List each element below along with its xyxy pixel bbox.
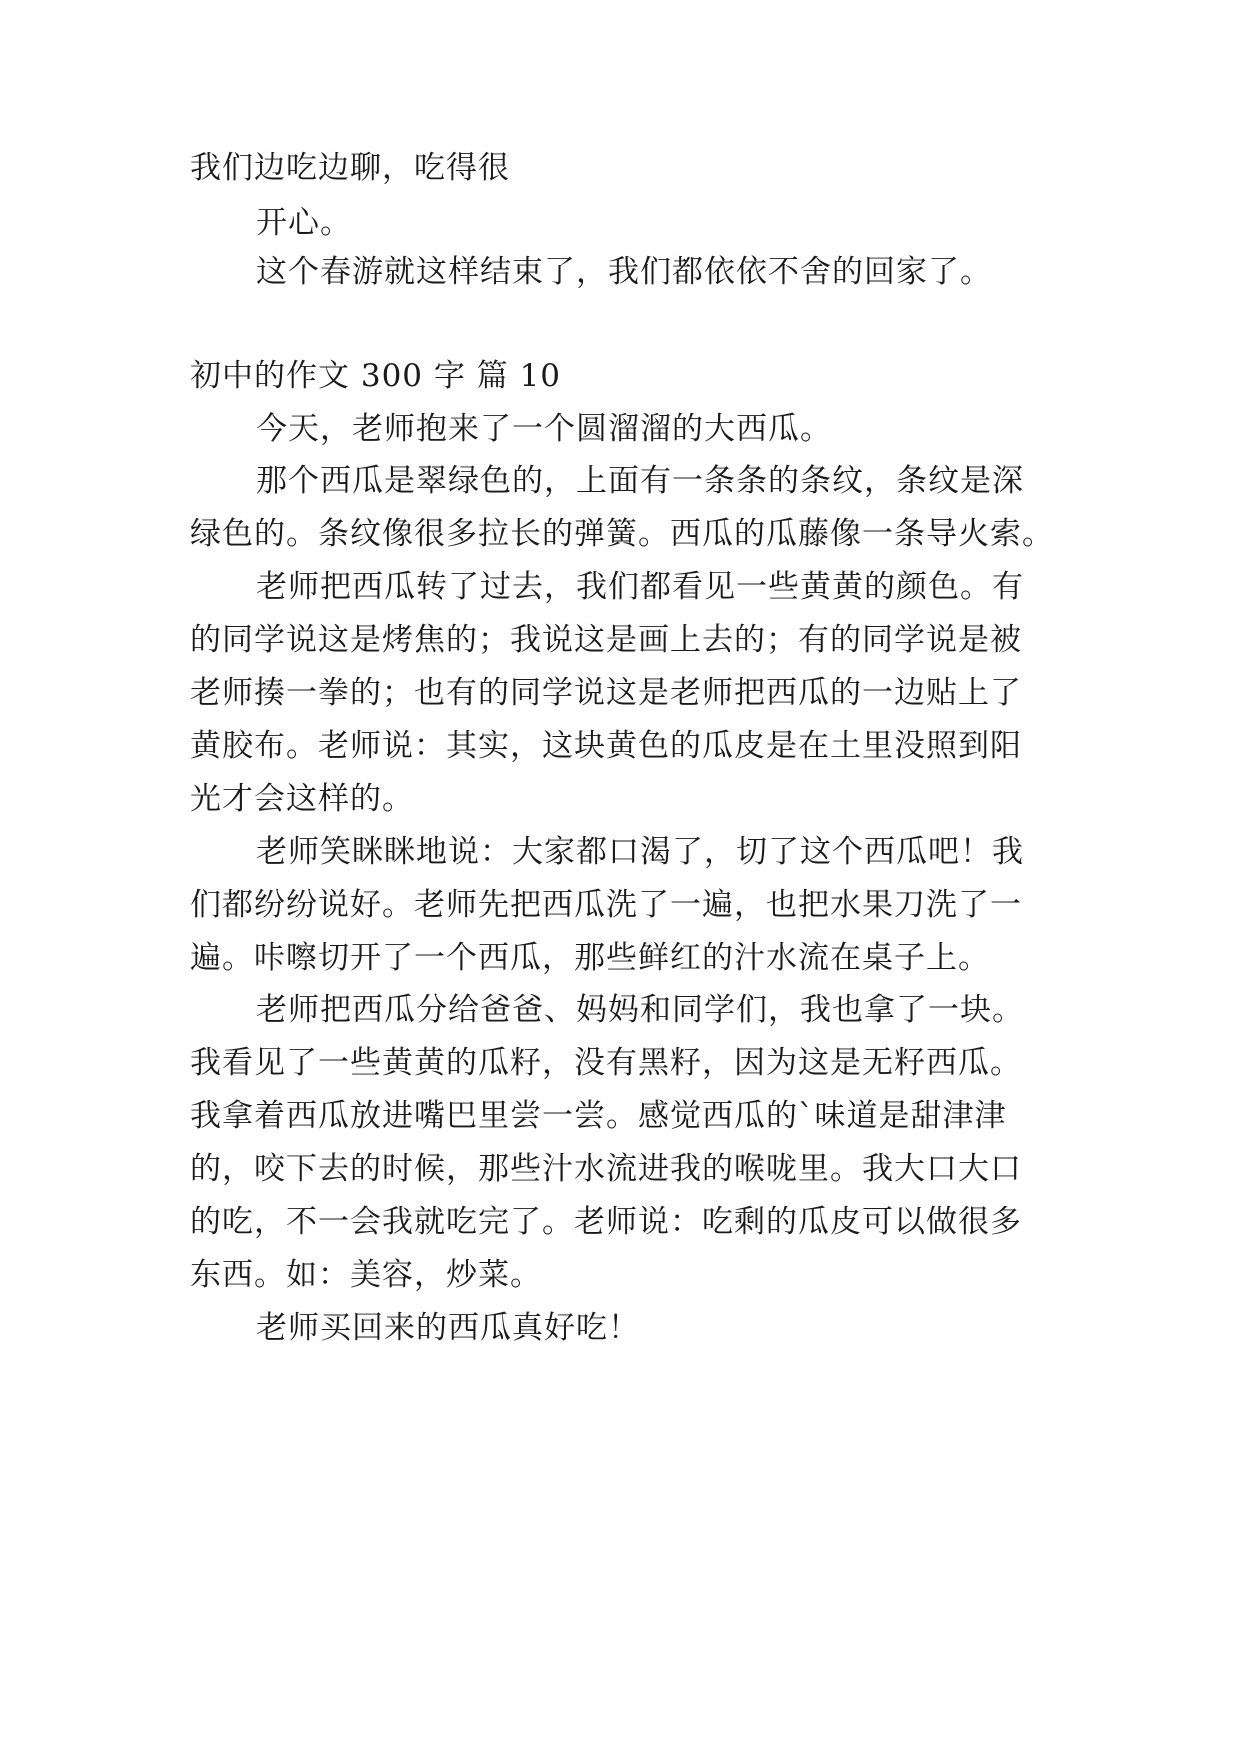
text-line: 老师笑眯眯地说：大家都口渴了，切了这个西瓜吧！我 <box>256 834 1024 870</box>
text-line: 光才会这样的。 <box>190 781 414 817</box>
text-line: 老师把西瓜分给爸爸、妈妈和同学们，我也拿了一块。 <box>256 992 1024 1028</box>
text-line: 的吃，不一会我就吃完了。老师说：吃剩的瓜皮可以做很多 <box>190 1204 1022 1240</box>
text-line: 老师买回来的西瓜真好吃！ <box>256 1310 640 1346</box>
text-line: 的同学说这是烤焦的；我说这是画上去的；有的同学说是被 <box>190 622 1022 658</box>
text-line: 的，咬下去的时候，那些汁水流进我的喉咙里。我大口大口 <box>190 1151 1022 1187</box>
text-line: 那个西瓜是翠绿色的，上面有一条条的条纹，条纹是深 <box>256 463 1024 499</box>
text-line: 老师把西瓜转了过去，我们都看见一些黄黄的颜色。有 <box>256 569 1024 605</box>
text-line: 今天，老师抱来了一个圆溜溜的大西瓜。 <box>256 411 832 447</box>
text-line: 开心。 <box>256 205 352 241</box>
text-line: 我看见了一些黄黄的瓜籽，没有黑籽，因为这是无籽西瓜。 <box>190 1045 1022 1081</box>
text-line: 这个春游就这样结束了，我们都依依不舍的回家了。 <box>256 254 992 290</box>
text-line: 黄胶布。老师说：其实，这块黄色的瓜皮是在土里没照到阳 <box>190 728 1022 764</box>
text-line: 我拿着西瓜放进嘴巴里尝一尝。感觉西瓜的`味道是甜津津 <box>190 1098 1007 1134</box>
text-line: 绿色的。条纹像很多拉长的弹簧。西瓜的瓜藤像一条导火索。 <box>190 516 1054 552</box>
section-heading: 初中的作文 300 字 篇 10 <box>190 358 562 394</box>
text-line: 老师揍一拳的；也有的同学说这是老师把西瓜的一边贴上了 <box>190 675 1022 711</box>
text-line: 遍。咔嚓切开了一个西瓜，那些鲜红的汁水流在桌子上。 <box>190 940 990 976</box>
text-line: 东西。如：美容，炒菜。 <box>190 1257 542 1293</box>
text-line: 我们边吃边聊，吃得很 <box>190 150 510 186</box>
text-line: 们都纷纷说好。老师先把西瓜洗了一遍，也把水果刀洗了一 <box>190 887 1022 923</box>
